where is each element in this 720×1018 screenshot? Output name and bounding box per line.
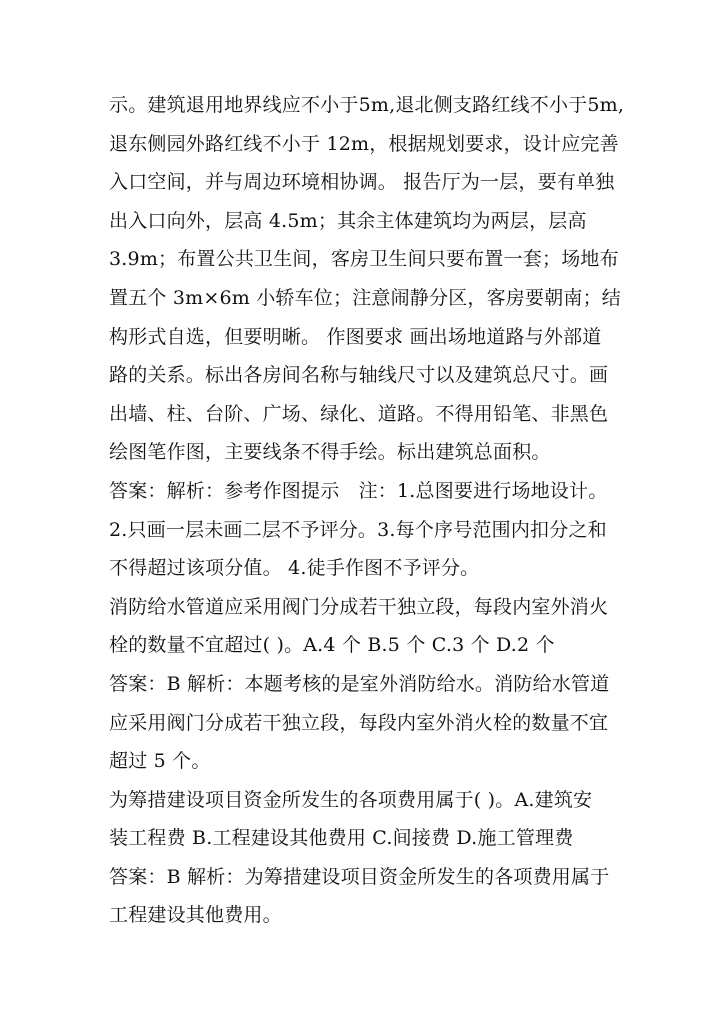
- text-line: 出墙、柱、台阶、广场、绿化、道路。不得用铅笔、非黑色: [109, 402, 609, 425]
- question-line: 消防给水管道应采用阀门分成若干独立段，每段内室外消火: [109, 595, 609, 618]
- question-line: 栓的数量不宜超过( )。A.4 个 B.5 个 C.3 个 D.2 个: [109, 634, 555, 657]
- text-line: 出入口向外，层高 4.5m；其余主体建筑均为两层，层高: [109, 209, 587, 232]
- text-line: 工程建设其他费用。: [109, 904, 282, 927]
- answer-line: 答案：解析：参考作图提示 注：1.总图要进行场地设计。: [109, 479, 608, 502]
- text-line: 不得超过该项分值。 4.徒手作图不予评分。: [109, 557, 480, 580]
- answer-line: 答案：B 解析：本题考核的是室外消防给水。消防给水管道: [109, 672, 610, 695]
- text-line: 路的关系。标出各房间名称与轴线尺寸以及建筑总尺寸。画: [109, 364, 609, 387]
- text-line: 退东侧园外路红线不小于 12m，根据规划要求，设计应完善: [109, 132, 619, 155]
- text-line: 3.9m；布置公共卫生间，客房卫生间只要布置一套；场地布: [109, 248, 619, 271]
- text-line: 超过 5 个。: [109, 750, 211, 773]
- question-line: 为筹措建设项目资金所发生的各项费用属于( )。A.建筑安: [109, 788, 593, 811]
- text-line: 2.只画一层未画二层不予评分。3.每个序号范围内扣分之和: [109, 518, 607, 541]
- text-line: 绘图笔作图，主要线条不得手绘。标出建筑总面积。: [109, 441, 551, 464]
- text-line: 应采用阀门分成若干独立段，每段内室外消火栓的数量不宜: [109, 711, 609, 734]
- text-line: 示。建筑退用地界线应不小于5m,退北侧支路红线不小于5m,: [109, 94, 625, 116]
- text-line: 置五个 3m×6m 小轿车位；注意闹静分区，客房要朝南；结: [109, 286, 622, 309]
- question-line: 装工程费 B.工程建设其他费用 C.间接费 D.施工管理费: [109, 827, 574, 850]
- text-line: 入口空间，并与周边环境相协调。 报告厅为一层，要有单独: [109, 171, 615, 194]
- text-line: 构形式自选，但要明晰。 作图要求 画出场地道路与外部道: [109, 325, 602, 348]
- answer-line: 答案：B 解析：为筹措建设项目资金所发生的各项费用属于: [109, 865, 610, 888]
